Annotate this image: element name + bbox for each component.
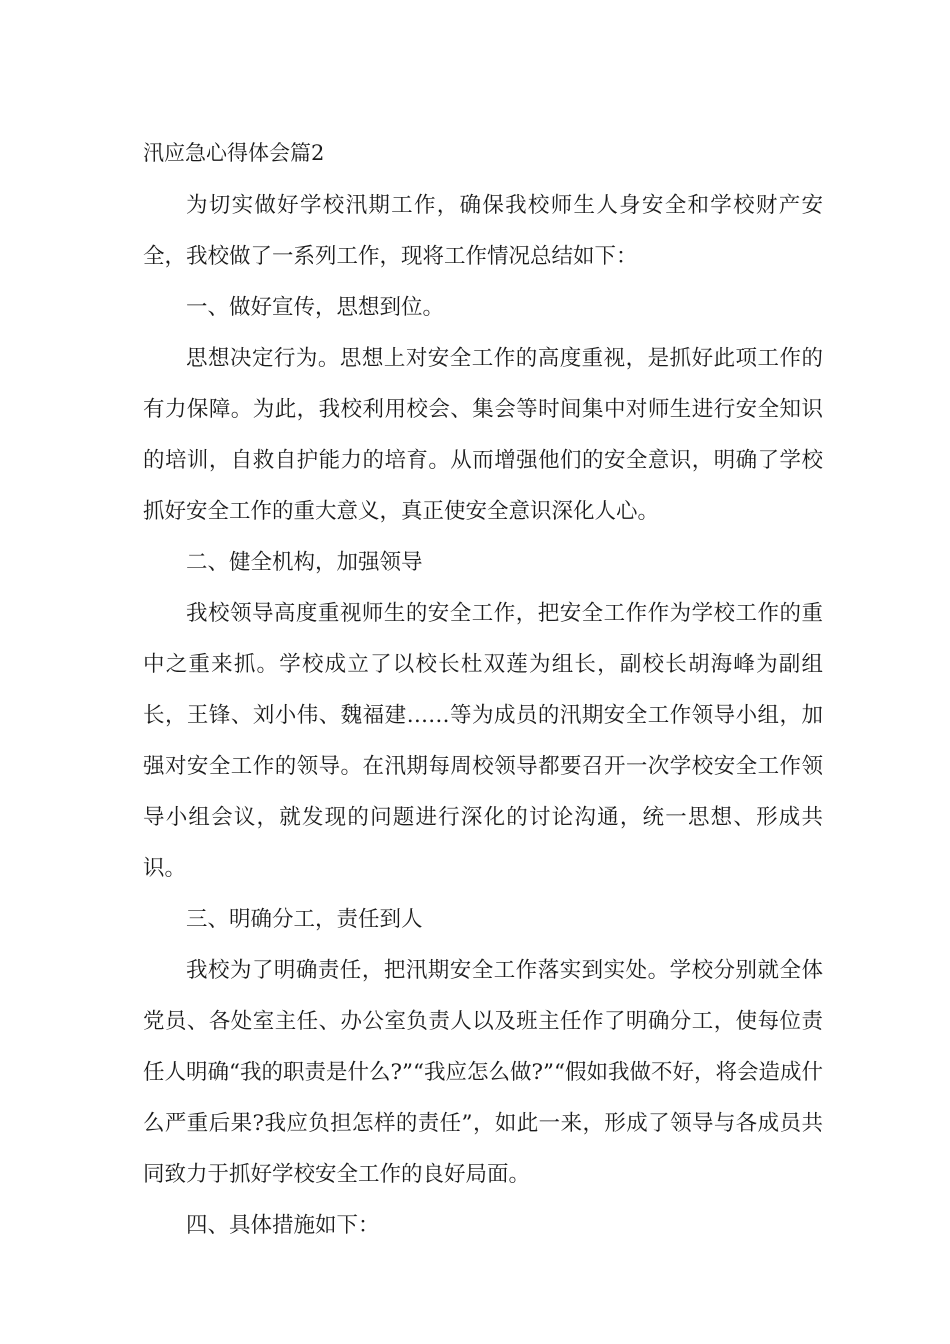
- section-2-paragraph: 我校领导高度重视师生的安全工作，把安全工作作为学校工作的重中之重来抓。学校成立了以校长杜双莲为组长，副校长胡海峰为副组长，王锋、刘小伟、魏福建……等为成员的汛期安全工作领导小组，加强对安全工作的领导。在汛期每周校领导都要召开一次学校安全工作领导小组会议，就发现的问题进行深化的讨论沟通，统一思想、形成共识。: [143, 601, 823, 881]
- section-heading-2: 二、健全机构，加强领导: [186, 550, 423, 575]
- document-body: [143, 180, 823, 1251]
- section-heading-3: 三、明确分工，责任到人: [186, 907, 423, 932]
- section-heading-4: 四、具体措施如下：: [186, 1213, 380, 1238]
- section-heading-1: 一、做好宣传，思想到位。: [186, 295, 445, 320]
- section-3-paragraph: 我校为了明确责任，把汛期安全工作落实到实处。学校分别就全体党员、各处室主任、办公室负责人以及班主任作了明确分工，使每位责任人明确“我的职责是什么?”“我应怎么做?”“假如我做不好，将会造成什么严重后果?我应负担怎样的责任”，如此一来，形成了领导与各成员共同致力于抓好学校安全工作的良好局面。: [143, 958, 824, 1187]
- section-1-paragraph: 思想决定行为。思想上对安全工作的高度重视，是抓好此项工作的有力保障。为此，我校利用校会、集会等时间集中对师生进行安全知识的培训，自救自护能力的培育。从而增强他们的安全意识，明确了学校抓好安全工作的重大意义，真正使安全意识深化人心。: [143, 346, 823, 524]
- document-title: 汛应急心得体会篇2: [143, 141, 325, 165]
- intro-paragraph: 为切实做好学校汛期工作，确保我校师生人身安全和学校财产安全，我校做了一系列工作，现将工作情况总结如下：: [143, 193, 823, 269]
